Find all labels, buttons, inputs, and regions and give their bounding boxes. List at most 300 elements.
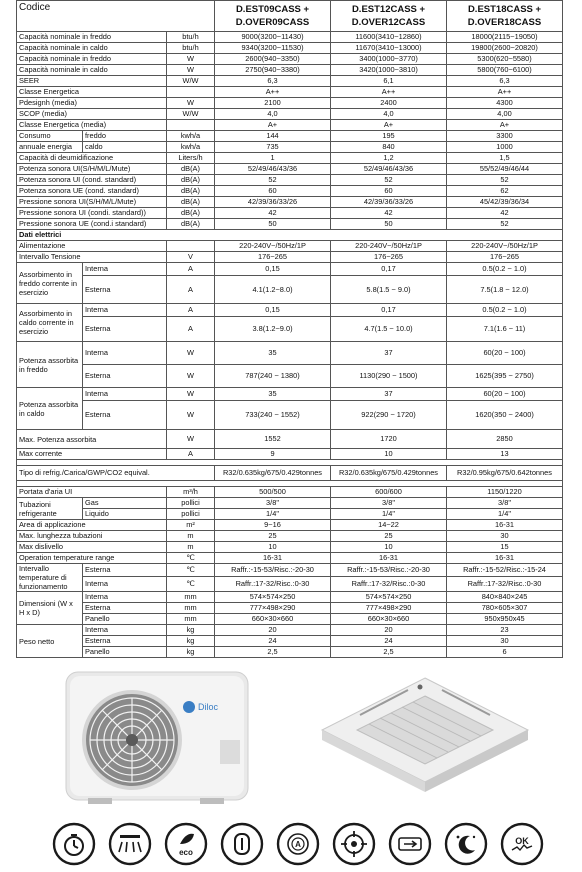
table-cell: 52 [447,219,563,230]
table-row [17,509,563,520]
table-row [17,263,563,276]
table-cell: 733(240 ~ 1552) [215,401,331,430]
table-cell: 5300(620~5580) [447,54,563,65]
table-row [17,365,563,388]
table-cell: 3/8" [447,498,563,509]
row-label: SCOP (media) [17,109,167,120]
table-cell: 10 [331,449,447,460]
self-check-icon [500,822,544,866]
table-row [17,603,563,614]
table-cell: 0,17 [331,304,447,317]
table-row [17,553,563,564]
table-row [17,487,563,498]
table-cell: 35 [215,388,331,401]
group-label: Potenza assorbita in freddo [17,342,83,388]
table-cell: 20 [331,625,447,636]
table-cell: 195 [331,131,447,142]
table-cell: 922(290 ~ 1720) [331,401,447,430]
table-row [17,54,563,65]
row-unit [167,120,215,131]
row-label: Capacità nominale in freddo [17,54,167,65]
table-cell: A++ [215,87,331,98]
table-cell: 24 [215,636,331,647]
row-label: Max dislivello [17,542,167,553]
row-label: annuale energia [17,142,83,153]
table-cell: 50 [215,219,331,230]
table-cell: 42 [331,208,447,219]
row-unit: kg [167,647,215,658]
row-label: Intervallo Tensione [17,252,167,263]
table-row [17,498,563,509]
group-label: Tubazioni refrigerante [17,498,83,520]
table-cell: 2850 [447,430,563,449]
table-cell: 19800(2600~20820) [447,43,563,54]
table-cell: 9340(3200~11530) [215,43,331,54]
row-sublabel: Liquido [83,509,167,520]
table-cell: 6,1 [331,76,447,87]
outdoor-unit-image [66,672,248,804]
table-cell: 780×605×307 [447,603,563,614]
table-cell: 3400(1000~3770) [331,54,447,65]
row-unit [167,87,215,98]
row-sublabel: Esterna [83,636,167,647]
table-cell: 660×30×660 [331,614,447,625]
table-row [17,542,563,553]
turbo-icon [388,822,432,866]
row-unit: ℃ [167,564,215,577]
table-cell: 1/4" [331,509,447,520]
row-label: Capacità nominale in caldo [17,43,167,54]
row-unit: kwh/a [167,131,215,142]
table-cell: 9000(3200~11430) [215,32,331,43]
table-cell: 16-31 [331,553,447,564]
row-sublabel: Panello [83,647,167,658]
row-unit: dB(A) [167,197,215,208]
table-cell: 735 [215,142,331,153]
row-unit: kg [167,636,215,647]
table-row [17,241,563,252]
section-title: Dati elettrici [17,230,563,241]
row-sublabel: Interna [83,263,167,276]
table-row [17,449,563,460]
table-cell: 37 [331,342,447,365]
table-cell: R32/0.635kg/675/0.429tonnes [215,466,331,481]
table-cell: 1150/1220 [447,487,563,498]
row-unit: dB(A) [167,186,215,197]
table-cell: 2600(940~3350) [215,54,331,65]
table-cell: 4,0 [331,109,447,120]
row-label: Pressione sonora UI (condi. standard)) [17,208,167,219]
table-row [17,531,563,542]
table-row [17,142,563,153]
row-label: Operation temperature range [17,553,167,564]
table-cell: 60(20 ~ 100) [447,342,563,365]
table-row [17,388,563,401]
table-row [17,625,563,636]
table-cell: 0.5(0.2 ~ 1.0) [447,263,563,276]
table-cell: 1552 [215,430,331,449]
row-label: Potenza sonora UE (cond. standard) [17,186,167,197]
row-unit: pollici [167,498,215,509]
table-cell: 60 [215,186,331,197]
table-cell: 10 [215,542,331,553]
row-label: Max. Potenza assorbita [17,430,167,449]
table-cell: 1,5 [447,153,563,164]
target-icon [332,822,376,866]
table-cell: 30 [447,531,563,542]
table-row [17,520,563,531]
table-cell: 25 [331,531,447,542]
row-unit: pollici [167,509,215,520]
table-cell: 176~265 [331,252,447,263]
group-label: Potenza assorbita in caldo [17,388,83,430]
table-cell: 2750(940~3380) [215,65,331,76]
row-unit: W [167,54,215,65]
table-cell: 50 [331,219,447,230]
table-cell: 0.5(0.2 ~ 1.0) [447,304,563,317]
section-header [17,230,563,241]
row-unit: dB(A) [167,175,215,186]
row-label: Classe Energetica [17,87,167,98]
table-cell: 6,3 [447,76,563,87]
table-row [17,647,563,658]
table-cell: 5.8(1.5 ~ 9.0) [331,276,447,304]
row-unit: mm [167,614,215,625]
row-unit: W [167,365,215,388]
table-cell: 1620(350 ~ 2400) [447,401,563,430]
table-cell: 3.8(1.2~9.0) [215,317,331,342]
table-cell: 3/8" [215,498,331,509]
row-sublabel: Gas [83,498,167,509]
row-unit: dB(A) [167,208,215,219]
row-label: Capacità nominale in caldo [17,65,167,76]
timer-icon [52,822,96,866]
row-sublabel: Esterna [83,603,167,614]
table-cell: 15 [447,542,563,553]
row-unit: W/W [167,76,215,87]
table-cell: 16-31 [447,553,563,564]
svg-text:OK: OK [515,836,529,846]
row-sublabel: Interna [83,592,167,603]
table-cell: 1720 [331,430,447,449]
model-code-line: D.EST12CASS + [351,4,426,15]
table-cell: 660×30×660 [215,614,331,625]
table-cell: 9~16 [215,520,331,531]
table-row [17,109,563,120]
table-row [17,466,563,481]
table-cell: 0,15 [215,304,331,317]
table-row [17,197,563,208]
row-unit: A [167,304,215,317]
table-cell: 4.7(1.5 ~ 10.0) [331,317,447,342]
table-cell: 52 [447,175,563,186]
table-cell: 60 [331,186,447,197]
table-cell: 9 [215,449,331,460]
table-cell: 25 [215,531,331,542]
table-cell: A+ [215,120,331,131]
row-unit: dB(A) [167,164,215,175]
row-sublabel: Esterna [83,365,167,388]
table-cell: Raffr.:17-32/Risc.:0-30 [447,577,563,592]
group-label: Dimensioni (W x H x D) [17,592,83,625]
table-cell: 3420(1000~3810) [331,65,447,76]
row-unit: m³/h [167,487,215,498]
table-cell: 24 [331,636,447,647]
swing-icon [108,822,152,866]
row-unit: btu/h [167,32,215,43]
table-cell: 1,2 [331,153,447,164]
table-cell: 7.5(1.8 ~ 12.0) [447,276,563,304]
row-sublabel: caldo [83,142,167,153]
table-cell: 0,15 [215,263,331,276]
table-cell: 1000 [447,142,563,153]
row-unit: m [167,531,215,542]
table-row [17,577,563,592]
eco-icon [164,822,208,866]
table-row [17,131,563,142]
table-cell: Raffr.:-15-53/Risc.:-20-30 [331,564,447,577]
table-cell: 2,5 [215,647,331,658]
row-sublabel: Interna [83,625,167,636]
table-row [17,614,563,625]
row-unit: W [167,65,215,76]
table-cell: 2100 [215,98,331,109]
table-cell: 777×498×290 [331,603,447,614]
table-cell: 4,00 [447,109,563,120]
table-row [17,153,563,164]
row-label: Alimentazione [17,241,167,252]
row-label: Pressione sonora UI(S/H/M/L/Mute) [17,197,167,208]
table-cell: 7.1(1.6 ~ 11) [447,317,563,342]
table-cell: 777×498×290 [215,603,331,614]
row-unit: W [167,401,215,430]
model-header [331,1,447,32]
model-code-line: D.OVER18CASS [467,17,542,28]
table-header [17,1,563,32]
table-cell: Raffr.:17-32/Risc.:0-30 [215,577,331,592]
table-row [17,43,563,54]
row-label: Max corrente [17,449,167,460]
table-cell: Raffr.:17-32/Risc.:0-30 [331,577,447,592]
group-label: Peso netto [17,625,83,658]
row-unit: W [167,98,215,109]
table-cell: 5800(760~6100) [447,65,563,76]
table-cell: 16-31 [447,520,563,531]
table-cell: 787(240 ~ 1380) [215,365,331,388]
row-sublabel: Esterna [83,564,167,577]
row-unit [167,241,215,252]
table-row [17,65,563,76]
group-label: Assorbimento in freddo corrente in esercizio [17,263,83,304]
table-cell: 4.1(1.2~8.0) [215,276,331,304]
product-images [0,660,582,810]
row-sublabel: Esterna [83,401,167,430]
row-unit: btu/h [167,43,215,54]
row-unit: Liters/h [167,153,215,164]
row-unit: kwh/a [167,142,215,153]
table-cell: 37 [331,388,447,401]
table-cell: R32/0.95kg/675/0.642tonnes [447,466,563,481]
table-cell: 220-240V~/50Hz/1P [447,241,563,252]
table-cell: 18000(2115~19050) [447,32,563,43]
row-label: Consumo [17,131,83,142]
table-cell: A+ [331,120,447,131]
table-cell: 500/500 [215,487,331,498]
table-cell: 574×574×250 [215,592,331,603]
table-cell: 42 [447,208,563,219]
model-code-line: D.OVER12CASS [351,17,426,28]
table-cell: 30 [447,636,563,647]
row-label: Max. lunghezza tubazioni [17,531,167,542]
row-label: Potenza sonora UI(S/H/M/L/Mute) [17,164,167,175]
table-cell: 52/49/46/43/36 [331,164,447,175]
row-label: Capacità di deumidificazione [17,153,167,164]
table-cell: 220-240V~/50Hz/1P [331,241,447,252]
row-sublabel: freddo [83,131,167,142]
table-row [17,430,563,449]
row-label: Pdesignh (media) [17,98,167,109]
table-cell: 2,5 [331,647,447,658]
table-row [17,276,563,304]
table-cell: 2400 [331,98,447,109]
table-row [17,87,563,98]
row-unit: V [167,252,215,263]
table-cell: 52 [331,175,447,186]
table-cell: Raffr.:-15-52/Risc.:-15-24 [447,564,563,577]
table-row [17,120,563,131]
row-sublabel: Esterna [83,317,167,342]
table-cell: 6,3 [215,76,331,87]
row-sublabel: Interna [83,577,167,592]
table-cell: 1130(290 ~ 1500) [331,365,447,388]
feature-icons [52,822,562,868]
table-cell: 220-240V~/50Hz/1P [215,241,331,252]
table-row [17,636,563,647]
table-row [17,32,563,43]
table-cell: A+ [447,120,563,131]
table-row [17,317,563,342]
table-row [17,401,563,430]
row-label: Pressione sonora UE (cond.i standard) [17,219,167,230]
row-unit: W [167,342,215,365]
row-unit: W [167,388,215,401]
table-cell: 42/39/36/33/26 [215,197,331,208]
table-cell: 574×574×250 [331,592,447,603]
svg-text:eco: eco [179,848,193,857]
table-cell: 20 [215,625,331,636]
table-cell: 52 [215,175,331,186]
row-sublabel: Interna [83,304,167,317]
row-sublabel: Interna [83,388,167,401]
table-cell: 600/600 [331,487,447,498]
row-unit: ℃ [167,553,215,564]
table-cell: 1/4" [447,509,563,520]
table-cell: A++ [447,87,563,98]
table-cell: 4300 [447,98,563,109]
row-sublabel: Panello [83,614,167,625]
table-cell: 840×840×245 [447,592,563,603]
model-header [215,1,331,32]
model-code-line: D.EST09CASS + [235,4,310,15]
table-cell: 23 [447,625,563,636]
table-cell: 10 [331,542,447,553]
table-cell: R32/0.635kg/675/0.429tonnes [331,466,447,481]
row-unit: dB(A) [167,219,215,230]
table-row [17,592,563,603]
row-unit: kg [167,625,215,636]
table-row [17,76,563,87]
spec-table [16,0,563,658]
table-cell: 144 [215,131,331,142]
table-cell: 13 [447,449,563,460]
row-unit: ℃ [167,577,215,592]
row-unit: W/W [167,109,215,120]
table-row [17,564,563,577]
table-row [17,219,563,230]
row-label: Tipo di refrig./Carica/GWP/CO2 equival. [17,466,215,481]
auto-mode-icon [276,822,320,866]
table-row [17,208,563,219]
table-row [17,304,563,317]
cassette-unit-image [322,678,528,792]
table-cell: 62 [447,186,563,197]
table-cell: 4,0 [215,109,331,120]
table-row [17,98,563,109]
table-cell: 55/52/49/46/44 [447,164,563,175]
codice-header: Codice [17,1,215,32]
table-row [17,164,563,175]
table-row [17,186,563,197]
row-unit: A [167,263,215,276]
svg-text:A: A [295,840,301,849]
row-label: Area di applicazione [17,520,167,531]
table-row [17,342,563,365]
table-cell: Raffr.:-15-53/Risc.:-20-30 [215,564,331,577]
table-cell: 176~265 [215,252,331,263]
table-cell: 42/39/36/33/26 [331,197,447,208]
table-cell: 60(20 ~ 100) [447,388,563,401]
row-unit: m [167,542,215,553]
row-unit: W [167,430,215,449]
row-sublabel: Esterna [83,276,167,304]
row-label: Capacità nominale in freddo [17,32,167,43]
table-row [17,175,563,186]
table-cell: 52/49/46/43/36 [215,164,331,175]
table-cell: 16-31 [215,553,331,564]
table-row [17,252,563,263]
table-cell: 0,17 [331,263,447,276]
row-unit: A [167,317,215,342]
sleep-icon [444,822,488,866]
group-label: Intervallo temperature di funzionamento [17,564,83,592]
table-cell: 6 [447,647,563,658]
table-cell: 11670(3410~13000) [331,43,447,54]
table-cell: 840 [331,142,447,153]
row-label: Classe Energetica (media) [17,120,167,131]
model-header [447,1,563,32]
table-cell: 1625(395 ~ 2750) [447,365,563,388]
table-cell: 14~22 [331,520,447,531]
row-sublabel: Interna [83,342,167,365]
row-unit: mm [167,603,215,614]
table-cell: 950x950x45 [447,614,563,625]
row-unit: A [167,449,215,460]
row-unit: A [167,276,215,304]
model-code-line: D.OVER09CASS [235,17,310,28]
table-cell: 176~265 [447,252,563,263]
row-label: Potenza sonora UI (cond. standard) [17,175,167,186]
model-code-line: D.EST18CASS + [467,4,542,15]
